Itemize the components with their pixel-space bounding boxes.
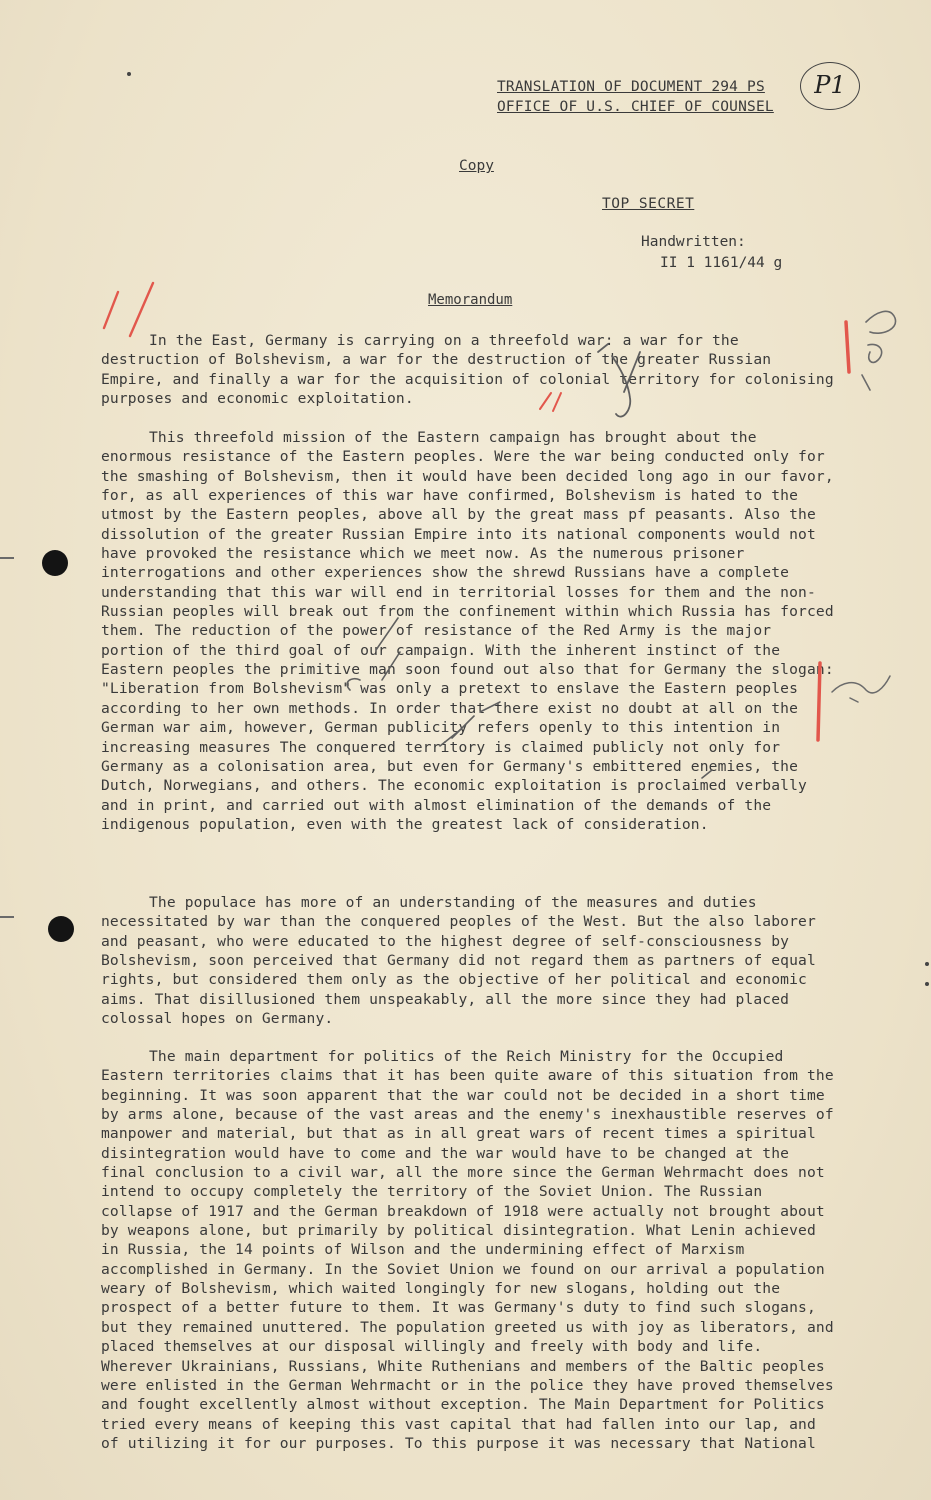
handwritten-reference-number: II 1 1161/44 g: [660, 255, 783, 271]
red-double-slash-mark: [104, 283, 153, 336]
paragraph-3: The populace has more of an understanding of the measures and duties necessitated by war than the conquered peoples of the West. But the also laborer and peasant, who were educated to the highest degree of self-consciousness by Bolshevism, soon perceived that Germany did not regard them as partners of equal rights, but considered them only as the objective of her political and economic aims. That disillusioned them unspeakably, all the more since they had placed colossal hopes on Germany.: [101, 894, 816, 1028]
paragraph-4: The main department for politics of the Reich Ministry for the Occupied Eastern territories claims that it has been quite aware of this situation from the beginning. It was soon apparent that the war could not be decided in a short time by arms alone, because of the vast areas and the enemy's inexhaustible reserves of manpower and material, but that as in all great wars of recent times a spiritual disintegration would have to come and the war would have to be changed at the final conclusion to a civil war, all the more since the German Wehrmacht does not intend to occupy completely the territory of the Soviet Union. The Russian collapse of 1917 and the German breakdown of 1918 were actually not brought about by weapons alone, but primarily by political disintegration. What Lenin achieved in Russia, the 14 points of Wilson and the undermining effect of Marxism accomplished in Germany. In the Soviet Union we found on our arrival a population weary of Bolshevism, which waited longingly for new slogans, holding out the prospect of a better future to them. It was Germany's duty to find such slogans, but they remained unuttered. The population greeted us with joy as liberators, and placed themselves at our disposal willingly and freely with body and life. Wherever Ukrainians, Russians, White Ruthenians and members of the Baltic peoples were enlisted in the German Wehrmacht or in the police they have proved themselves and fought excellently almost without exception. The Main Department for Politics tried every means of keeping this vast capital that had fallen into our lap, and of utilizing it for our purposes. To this purpose it was necessary that National: [101, 1048, 834, 1452]
grey-handwritten-annotation-top: [862, 311, 896, 390]
margin-tick-left-2: [0, 916, 14, 918]
punch-hole-lower: [48, 916, 74, 942]
handwritten-label: Handwritten:: [641, 234, 746, 250]
punch-hole-upper: [42, 550, 68, 576]
classification-label: TOP SECRET: [602, 196, 695, 212]
copy-label: Copy: [459, 158, 494, 174]
red-margin-bar-top: [846, 322, 849, 372]
margin-tick-left-1: [0, 557, 14, 559]
paragraph-2: This threefold mission of the Eastern campaign has brought about the enormous resistance of the Eastern peoples. Were the war being conducted only for the smashing of Bolshevism, then it would have been decided long ago in our favor, for, as all experiences of this war have confirmed, Bolshevism is hated to the utmost by the Eastern peoples, above all by the great mass pf peasants. Also the dissolution of the greater Russian Empire into its national components would not have provoked the resistance which we meet now. As the numerous prisoner interrogations and other experiences show the shrewd Russians have a complete understanding that this war will end in territorial losses for them and the non-Russian peoples will break out from the confinement within which Russia has forced them. The reduction of the power of resistance of the Red Army is the major portion of the third goal of our campaign. With the inherent instinct of the Eastern peoples the primitive man soon found out also that for Germany the slogan: "Liberation from Bolshevism" was only a pretext to enslave the Eastern peoples according to her own methods. In order that there exist no doubt at all on the German war aim, however, German publicity refers openly to this intention in increasing measures The conquered territory is claimed publicly not only for Germany as a colonisation area, but even for Germany's embittered enemies, the Dutch, Norwegians, and others. The economic exploitation is proclaimed verbally and in print, and carried out with almost elimination of the demands of the indigenous population, even with the greatest lack of consideration.: [101, 429, 834, 833]
header-office-line: OFFICE OF U.S. CHIEF OF COUNSEL: [497, 99, 774, 115]
paragraph-1: In the East, Germany is carrying on a threefold war: a war for the destruction of Bolshevism, a war for the destruction of the greater Russian Empire, and finally a war for the acquisition of colonial territory for colonising purposes and economic exploitation.: [101, 332, 834, 408]
margin-dot-3: [925, 982, 929, 986]
document-title: Memorandum: [428, 292, 513, 308]
grey-handwritten-annotation-middle: [832, 676, 890, 702]
header-translation-line: TRANSLATION OF DOCUMENT 294 PS: [497, 79, 765, 95]
margin-dot-2: [925, 962, 929, 966]
page-number-circle: P1: [800, 62, 860, 110]
margin-dot-1: [127, 72, 131, 76]
